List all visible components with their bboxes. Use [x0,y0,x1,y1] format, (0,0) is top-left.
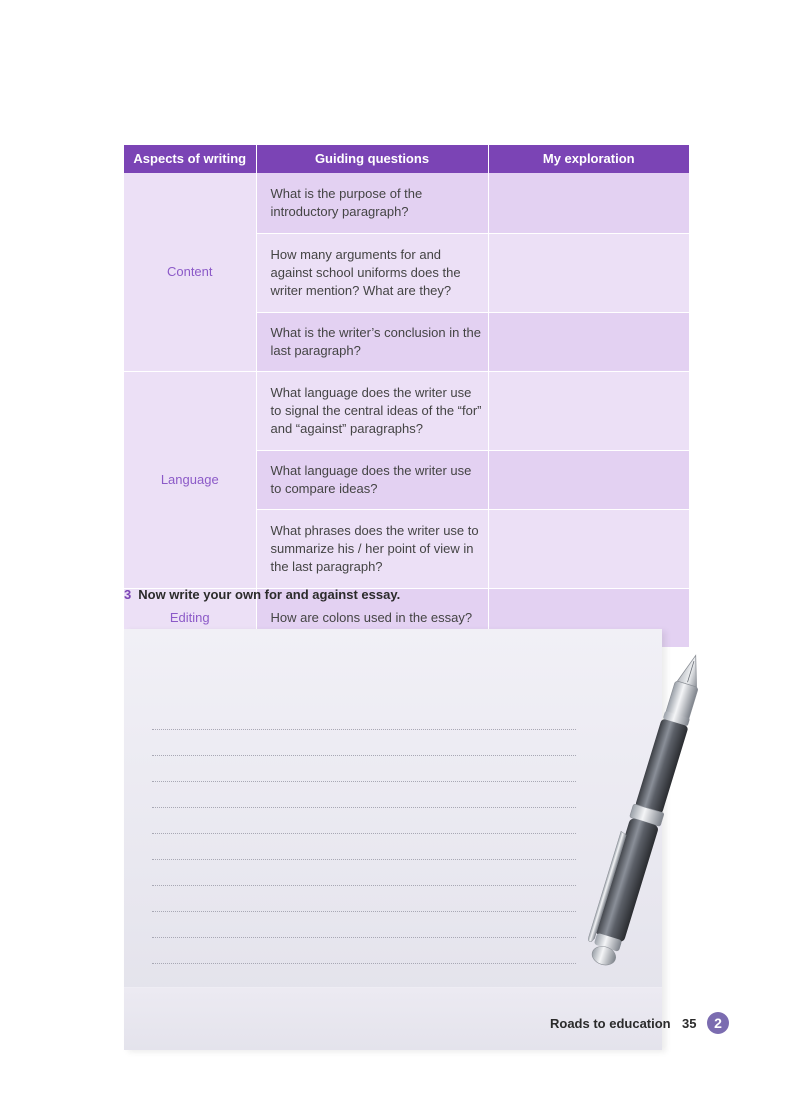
unit-badge: 2 [707,1012,729,1034]
header-guiding-questions: Guiding questions [256,145,488,173]
task-number: 3 [124,587,132,602]
aspect-editing: Editing [124,589,256,648]
task-text: Now write your own for and against essay. [138,587,401,602]
question-cell: What is the purpose of the introductory paragraph? [256,173,488,234]
writing-paper [124,629,662,1050]
question-cell: What is the writer’s conclusion in the last paragraph? [256,313,488,372]
question-cell: What language does the writer use to signal the central ideas of the “for” and “against” paragraphs? [256,372,488,451]
writing-line[interactable] [152,705,576,730]
writing-lines[interactable] [152,705,576,965]
writing-line[interactable] [152,939,576,964]
page-footer [550,1012,740,1036]
fountain-pen-icon [586,648,706,988]
question-cell: What phrases does the writer use to summarize his / her point of view in the last paragraph? [256,510,488,589]
task-instruction [124,587,400,602]
aspect-content: Content [124,173,256,372]
question-cell: How are colons used in the essay? [256,589,488,648]
footer-title: Roads to education [550,1016,671,1031]
exploration-cell[interactable] [488,510,689,589]
writing-line[interactable] [152,731,576,756]
table-header-row [124,145,689,173]
exploration-cell[interactable] [488,451,689,510]
writing-line[interactable] [152,835,576,860]
guiding-questions-table-container [124,145,689,648]
aspect-language: Language [124,372,256,589]
page-number: 35 [682,1016,697,1031]
writing-line[interactable] [152,861,576,886]
exploration-cell[interactable] [488,372,689,451]
writing-line[interactable] [152,783,576,808]
table-row [124,173,689,234]
header-aspects: Aspects of writing [124,145,256,173]
header-my-exploration: My exploration [488,145,689,173]
exploration-cell[interactable] [488,173,689,234]
question-cell: How many arguments for and against school uniforms does the writer mention? What are they? [256,234,488,313]
writing-line[interactable] [152,913,576,938]
table-row [124,372,689,451]
exploration-cell[interactable] [488,313,689,372]
writing-line[interactable] [152,887,576,912]
question-cell: What language does the writer use to compare ideas? [256,451,488,510]
writing-line[interactable] [152,757,576,782]
writing-line[interactable] [152,809,576,834]
exploration-cell[interactable] [488,234,689,313]
guiding-questions-table [124,145,689,648]
